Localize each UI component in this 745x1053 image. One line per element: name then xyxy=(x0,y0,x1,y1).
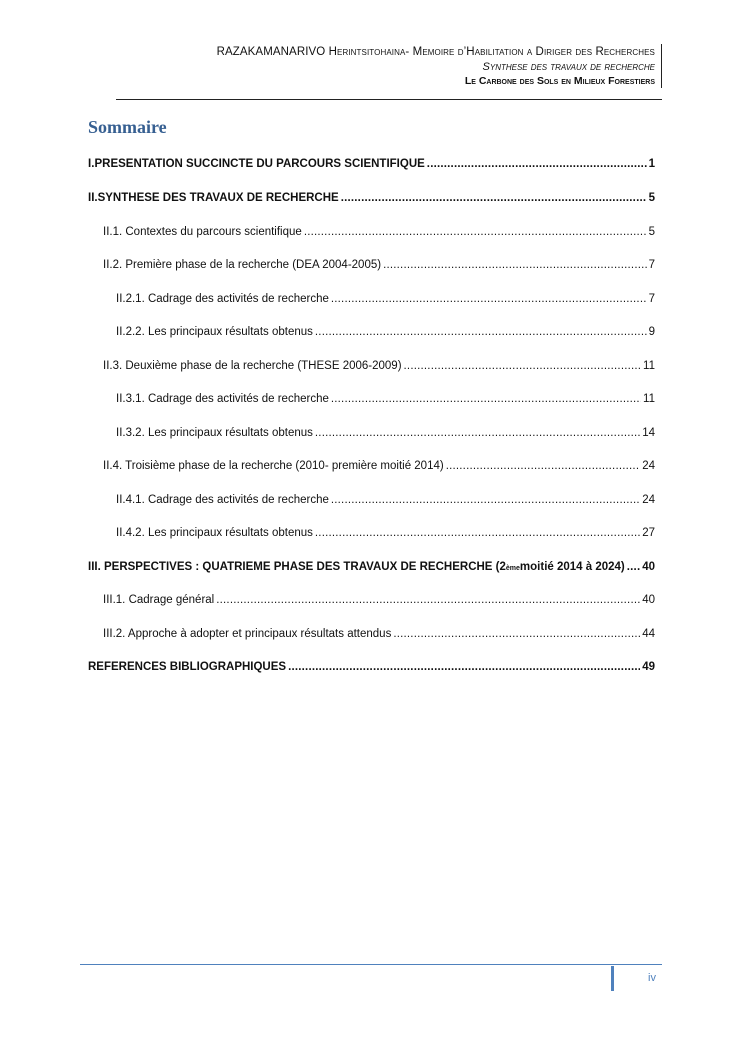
toc-entry-15[interactable] xyxy=(103,624,655,644)
toc-entry-label: II.2.1. Cadrage des activités de recherche xyxy=(116,293,329,305)
toc-entry-11[interactable] xyxy=(116,490,655,510)
toc-leader-dots xyxy=(427,154,647,174)
toc-leader-dots xyxy=(315,423,640,443)
toc-entry-page: 5 xyxy=(648,226,655,238)
toc-entry-1[interactable] xyxy=(88,154,655,174)
toc-entry-page: 44 xyxy=(642,628,655,640)
header-section-line: Synthese des travaux de recherche xyxy=(482,61,655,73)
toc-leader-dots xyxy=(404,356,642,376)
page-header xyxy=(116,44,662,88)
footer-rule xyxy=(80,964,662,965)
toc-entry-page: 7 xyxy=(648,259,655,271)
toc-leader-dots xyxy=(341,188,647,208)
toc-entry-6[interactable] xyxy=(116,322,655,342)
toc-entry-5[interactable] xyxy=(116,289,655,309)
toc-entry-label: III.2. Approche à adopter et principaux résultats attendus xyxy=(103,628,392,640)
footer-bar xyxy=(611,966,614,991)
toc-entry-4[interactable] xyxy=(103,255,655,275)
toc-entry-label: III.1. Cadrage général xyxy=(103,594,215,606)
toc-leader-dots xyxy=(331,289,647,309)
toc-leader-dots xyxy=(383,255,647,275)
toc-entry-label: PRESENTATION SUCCINCTE DU PARCOURS SCIENTIFIQUE xyxy=(94,158,425,170)
toc-entry-page: 40 xyxy=(642,561,655,573)
toc-leader-dots xyxy=(315,322,647,342)
toc-entry-label: III. PERSPECTIVES : QUATRIEME PHASE DES TRAVAUX DE RECHERCHE (2 xyxy=(88,561,506,573)
toc-entry-page: 27 xyxy=(642,527,655,539)
header-author-line: RAZAKAMANARIVO Herintsitohaina- Memoire d’Habilitation a Diriger des Recherches xyxy=(216,46,655,58)
toc-entry-page: 1 xyxy=(648,158,655,170)
toc-leader-dots xyxy=(216,590,640,610)
page-number: iv xyxy=(648,972,656,984)
toc-entry-9[interactable] xyxy=(116,423,655,443)
toc-entry-10[interactable] xyxy=(103,456,655,476)
toc-entry-page: 24 xyxy=(642,494,655,506)
toc-entry-page: 24 xyxy=(642,460,655,472)
toc-entry-page: 40 xyxy=(642,594,655,606)
toc-entry-page: 5 xyxy=(648,192,655,204)
toc-entry-8[interactable] xyxy=(116,389,655,409)
toc-leader-dots xyxy=(393,624,640,644)
toc-entry-label: II.4. Troisième phase de la recherche (2010- première moitié 2014) xyxy=(103,460,444,472)
toc-entry-2[interactable] xyxy=(88,188,655,208)
toc-leader-dots xyxy=(331,389,641,409)
toc-entry-page: 49 xyxy=(642,661,655,673)
toc-entry-label: II.3. Deuxième phase de la recherche (THESE 2006-2009) xyxy=(103,360,402,372)
toc-entry-label: II.2. Première phase de la recherche (DEA 2004-2005) xyxy=(103,259,382,271)
toc-entry-label: SYNTHESE DES TRAVAUX DE RECHERCHE xyxy=(97,192,339,204)
toc-leader-dots xyxy=(446,456,641,476)
header-topic-line: Le Carbone des Sols en Milieux Forestiers xyxy=(464,75,655,87)
toc-entry-13[interactable]: III. PERSPECTIVES : QUATRIEME PHASE DES TRAVAUX DE RECHERCHE (2 ème moitié 2014 à 2024) ..... 40 xyxy=(88,557,655,577)
toc-entry-label: II.1. Contextes du parcours scientifique xyxy=(103,226,302,238)
toc-entry-label-end: moitié 2014 à 2024) xyxy=(519,561,625,573)
toc-entry-label: II.3.2. Les principaux résultats obtenus xyxy=(116,427,313,439)
toc-entry-label: II.4.1. Cadrage des activités de recherche xyxy=(116,494,329,506)
toc-entry-14[interactable] xyxy=(103,590,655,610)
toc-entry-label: II.3.1. Cadrage des activités de recherche xyxy=(116,393,329,405)
toc-entry-16[interactable] xyxy=(88,657,655,677)
toc-entry-3[interactable] xyxy=(103,222,655,242)
toc-entry-7[interactable] xyxy=(103,356,655,376)
toc-leader-dots xyxy=(288,657,640,677)
toc-leader-dots xyxy=(304,222,647,242)
toc-entry-page: 14 xyxy=(642,427,655,439)
toc-leader-dots xyxy=(315,523,640,543)
page-title: Sommaire xyxy=(88,117,167,137)
toc-entry-label: II.4.2. Les principaux résultats obtenus xyxy=(116,527,313,539)
toc-entry-page: 11 xyxy=(643,393,655,405)
toc-entry-number: I. xyxy=(88,158,95,170)
header-rule xyxy=(116,99,662,100)
toc-entry-12[interactable] xyxy=(116,523,655,543)
toc-entry-page: 7 xyxy=(648,293,655,305)
toc-entry-label: II.2.2. Les principaux résultats obtenus xyxy=(116,326,313,338)
toc-leader-dots xyxy=(331,490,640,510)
toc-entry-page: 11 xyxy=(643,360,655,372)
toc-leader-dots xyxy=(627,557,640,577)
toc-entry-page: 9 xyxy=(648,326,655,338)
toc-entry-label: REFERENCES BIBLIOGRAPHIQUES xyxy=(88,661,287,673)
toc-entry-number: II. xyxy=(88,192,98,204)
